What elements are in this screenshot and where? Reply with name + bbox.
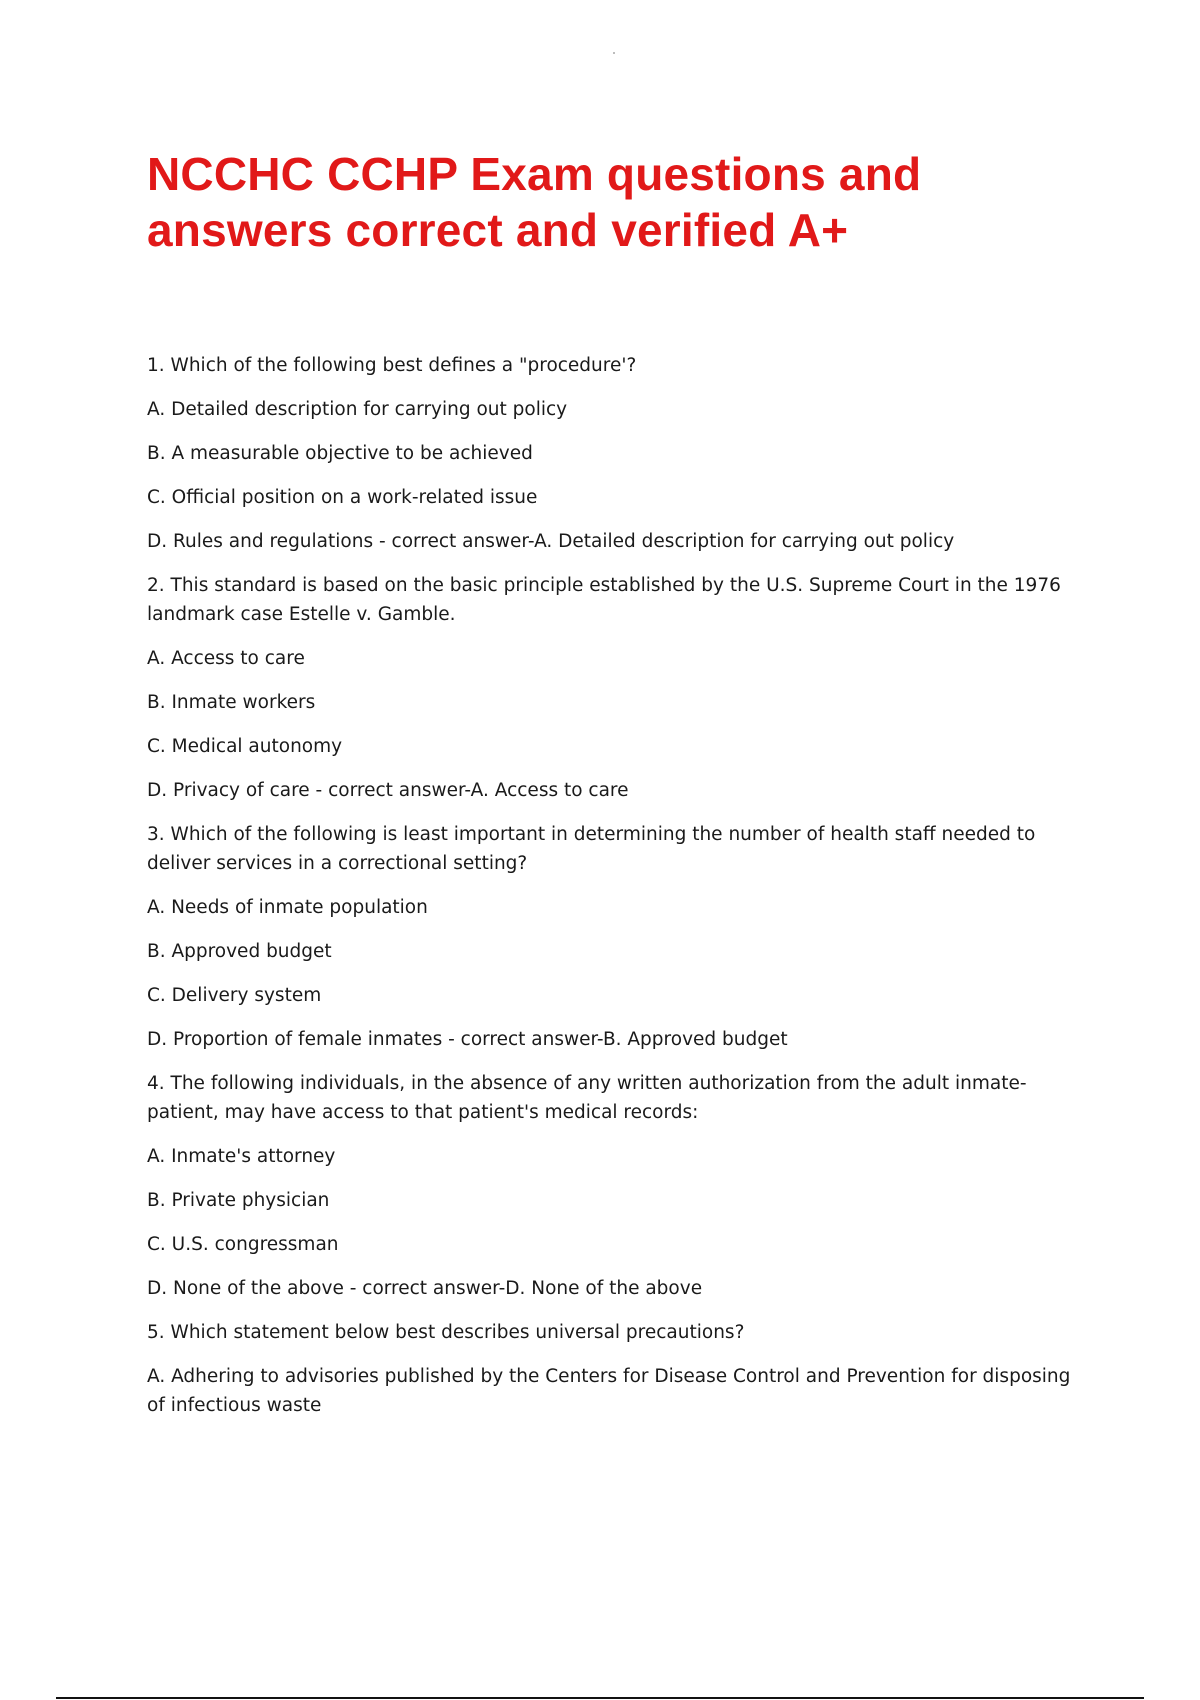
page-top-mark: [613, 52, 615, 54]
q2-option-b: B. Inmate workers: [147, 692, 316, 713]
bottom-rule: [56, 1697, 1144, 1699]
q1-option-a: A. Detailed description for carrying out policy: [147, 399, 568, 420]
q4-option-b: B. Private physician: [147, 1190, 330, 1211]
q4-option-a: A. Inmate's attorney: [147, 1146, 336, 1167]
q5-option-a: A. Adhering to advisories published by the Centers for Disease Control and Prevention for disposing of infectious waste: [147, 1366, 1071, 1416]
question-3: 3. Which of the following is least important in determining the number of health staff needed to deliver services in a correctional setting?: [147, 824, 1036, 874]
q3-option-a: A. Needs of inmate population: [147, 897, 428, 918]
q4-option-c: C. U.S. congressman: [147, 1234, 339, 1255]
question-5: 5. Which statement below best describes universal precautions?: [147, 1322, 745, 1343]
q1-option-b: B. A measurable objective to be achieved: [147, 443, 533, 464]
q2-option-c: C. Medical autonomy: [147, 736, 343, 757]
document-title: NCCHC CCHP Exam questions and answers correct and verified A+: [147, 148, 922, 256]
q4-option-d-answer: D. None of the above - correct answer-D. None of the above: [147, 1278, 703, 1299]
q3-option-c: C. Delivery system: [147, 985, 322, 1006]
q3-option-b: B. Approved budget: [147, 941, 332, 962]
q3-option-d-answer: D. Proportion of female inmates - correct answer-B. Approved budget: [147, 1029, 788, 1050]
question-1: 1. Which of the following best defines a "procedure'?: [147, 355, 637, 376]
q1-option-d-answer: D. Rules and regulations - correct answer-A. Detailed description for carrying out policy: [147, 531, 955, 552]
q2-option-d-answer: D. Privacy of care - correct answer-A. Access to care: [147, 780, 629, 801]
q2-option-a: A. Access to care: [147, 648, 305, 669]
question-2: 2. This standard is based on the basic principle established by the U.S. Supreme Court in the 1976 landmark case Estelle v. Gamble.: [147, 575, 1061, 625]
question-4: 4. The following individuals, in the absence of any written authorization from the adult inmate-patient, may have access to that patient's medical records:: [147, 1073, 1027, 1123]
document-body: [147, 351, 1087, 1435]
q1-option-c: C. Official position on a work-related issue: [147, 487, 538, 508]
